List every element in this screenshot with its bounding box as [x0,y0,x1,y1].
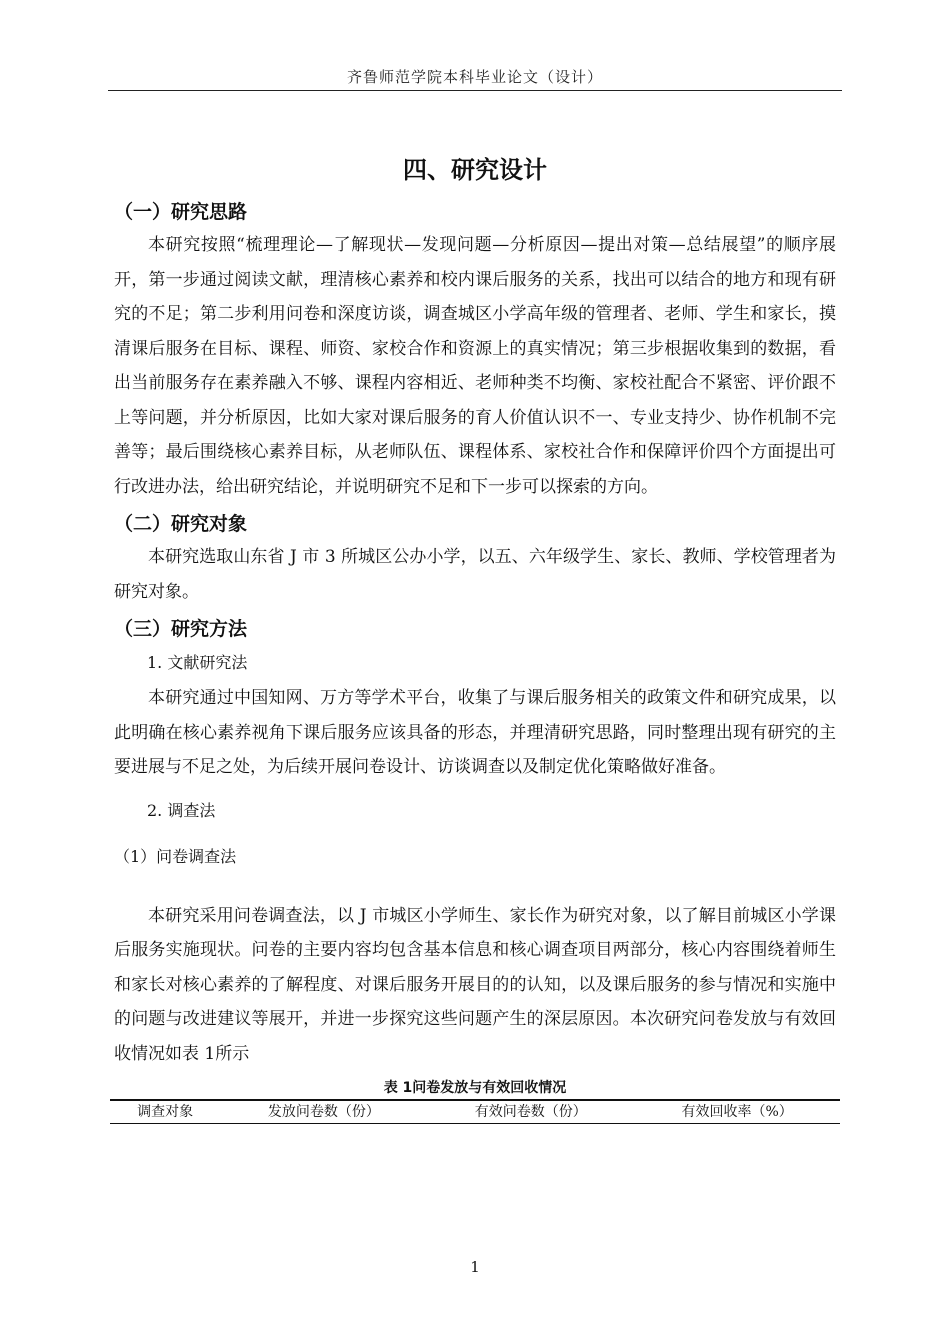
header-rule [108,90,842,91]
chapter-title: 四、研究设计 [403,156,547,184]
table-header-row [110,1100,840,1124]
section-heading-research-approach: （一）研究思路 [114,201,248,223]
method-questionnaire-paragraph: 本研究采用问卷调查法，以 J 市城区小学师生、家长作为研究对象，以了解目前城区小学课后服务实施现状。问卷的主要内容均包含基本信息和核心调查项目两部分，核心内容围绕着师生和家长对核心素养的了解程度、对课后服务开展目的的认知，以及课后服务的参与情况和实施中的问题与改进建议等展开，并进一步探究这些问题产生的深层原因。本次研究问卷发放与有效回收情况如表 1所示 [114,905,836,1064]
paragraph-gap [114,885,836,899]
method-survey-label: 2. 调查法 [147,800,216,820]
running-header: 齐鲁师范学院本科毕业论文（设计） [346,68,603,86]
research-subjects-paragraph: 本研究选取山东省 J 市 3 所城区公办小学，以五、六年级学生、家长、教师、学校管理者为研究对象。 [114,547,836,602]
research-approach-paragraph: 本研究按照“梳理理论—了解现状—发现问题—分析原因—提出对策—总结展望”的顺序展开，第一步通过阅读文献，理清核心素养和校内课后服务的关系，找出可以结合的地方和现有研究的不足；第二步利用问卷和深度访谈，调查城区小学高年级的管理者、老师、学生和家长，摸清课后服务在目标、课程、师资、家校合作和资源上的真实情况；第三步根据收集到的数据，看出当前服务存在素养融入不够、课程内容相近、老师种类不均衡、家校社配合不紧密、评价跟不上等问题，并分析原因，比如大家对课后服务的育人价值认识不一、专业支持少、协作机制不完善等；最后围绕核心素养目标，从老师队伍、课程体系、家校社合作和保障评价四个方面提出可行改进办法，给出研究结论，并说明研究不足和下一步可以探索的方向。 [114,235,836,497]
section-heading-research-subjects: （二）研究对象 [114,513,248,535]
table-column-header: 发放问卷数（份） [267,1104,380,1120]
page-content [114,148,836,1124]
section-heading-research-methods: （三）研究方法 [114,618,248,640]
method-questionnaire-label: （1）问卷调查法 [114,846,237,866]
method-literature-paragraph: 本研究通过中国知网、万方等学术平台，收集了与课后服务相关的政策文件和研究成果，以此明确在核心素养视角下课后服务应该具备的形态，并理清研究思路，同时整理出现有研究的主要进展与不足之处，为后续开展问卷设计、访谈调查以及制定优化策略做好准备。 [114,688,836,777]
table-column-header: 调查对象 [137,1104,194,1120]
table-column-header: 有效回收率（%） [681,1104,793,1120]
page-number: 1 [470,1258,480,1276]
questionnaire-table [110,1099,840,1124]
table-caption: 表 1问卷发放与有效回收情况 [383,1080,567,1096]
table-column-header: 有效问卷数（份） [474,1104,587,1120]
method-literature-label: 1. 文献研究法 [147,653,248,672]
